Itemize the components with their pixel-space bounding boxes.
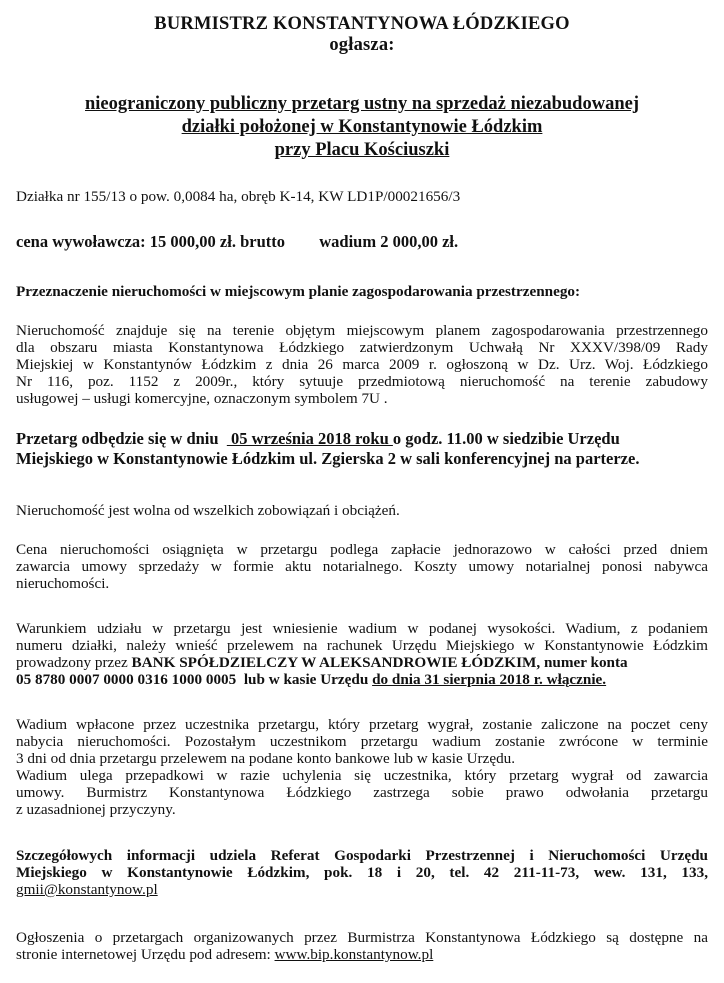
deposit-amount: wadium 2 000,00 zł. bbox=[319, 232, 459, 251]
contact-line: Miejskiego w Konstantynowie Łódzkim, pok. 18 i 20, tel. 42 211-11-73, wew. 131, 133, bbox=[16, 864, 708, 881]
payment-line: nieruchomości. bbox=[16, 575, 110, 592]
payment-line: zawarcia umowy sprzedaży w formie aktu notarialnego. Koszty umowy notarialnej ponosi nabywca bbox=[16, 558, 708, 575]
contact-line: Szczegółowych informacji udziela Referat Gospodarki Przestrzennej i Nieruchomości Urzędu bbox=[16, 847, 708, 864]
subject-line-1: nieograniczony publiczny przetarg ustny na sprzedaż niezabudowanej bbox=[85, 94, 639, 114]
deposit-deadline: do dnia 31 sierpnia 2018 r. włącznie. bbox=[372, 671, 607, 688]
zoning-line: Nieruchomość znajduje się na terenie objętym miejscowym planem zagospodarowania przestrzennego bbox=[16, 322, 708, 339]
auction-line-2: Miejskiego w Konstantynowie Łódzkim ul. Zgierska 2 w sali konferencyjnej na parterze. bbox=[16, 449, 640, 468]
deposit-return-line: umowy. Burmistrz Konstantynowa Łódzkiego zastrzega sobie prawo odwołania przetargu bbox=[16, 784, 708, 801]
footer-line bbox=[16, 946, 708, 963]
auction-time-place: o godz. 11.00 w siedzibie Urzędu bbox=[392, 429, 620, 448]
announcement-authority: BURMISTRZ KONSTANTYNOWA ŁÓDZKIEGO bbox=[154, 14, 570, 34]
deposit-terms-prefix: prowadzony przez bbox=[16, 654, 132, 671]
announcement-verb: ogłasza: bbox=[329, 35, 395, 55]
price-line bbox=[16, 232, 708, 252]
subject-line-2: działki położonej w Konstantynowie Łódzkim bbox=[181, 117, 543, 137]
bank-name: BANK SPÓŁDZIELCZY W ALEKSANDROWIE ŁÓDZKIM, numer konta bbox=[131, 654, 628, 671]
zoning-heading: Przeznaczenie nieruchomości w miejscowym planie zagospodarowania przestrzennego: bbox=[16, 283, 581, 300]
deposit-terms-line bbox=[16, 654, 708, 671]
website-link[interactable]: www.bip.konstantynow.pl bbox=[274, 946, 434, 963]
bank-account: 05 8780 0007 0000 0316 1000 0005 lub w kasie Urzędu bbox=[16, 671, 373, 688]
encumbrance-statement: Nieruchomość jest wolna od wszelkich zobowiązań i obciążeń. bbox=[16, 502, 400, 519]
deposit-return-line: 3 dni od dnia przetargu przelewem na podane konto bankowe lub w kasie Urzędu. bbox=[16, 750, 516, 767]
zoning-line: Miejskiej w Konstantynów Łódzkim z dnia 26 marca 2009 r. ogłoszoną w Dz. Urz. Woj. Łódzkiego bbox=[16, 356, 708, 373]
subject-line-3: przy Placu Kościuszki bbox=[274, 140, 450, 160]
payment-line: Cena nieruchomości osiągnięta w przetargu podlega zapłacie jednorazowo w całości przed dniem bbox=[16, 541, 708, 558]
auction-prefix: Przetarg odbędzie się w dniu bbox=[16, 429, 227, 448]
zoning-line: usługowej – usługi komercyjne, oznaczonym symbolem 7U . bbox=[16, 390, 388, 407]
contact-line bbox=[16, 881, 708, 898]
footer-prefix: stronie internetowej Urzędu pod adresem: bbox=[16, 946, 275, 963]
contact-email-link[interactable]: gmii@konstantynow.pl bbox=[16, 881, 158, 898]
plot-details: Działka nr 155/13 o pow. 0,0084 ha, obręb K-14, KW LD1P/00021656/3 bbox=[16, 188, 461, 205]
auction-date: 05 września 2018 roku bbox=[226, 429, 393, 448]
deposit-return-line: Wadium ulega przepadkowi w razie uchylenia się uczestnika, który przetarg wygrał od zawarcia bbox=[16, 767, 708, 784]
zoning-line: dla obszaru miasta Konstantynowa Łódzkiego zatwierdzonym Uchwałą Nr XXXV/398/09 Rady bbox=[16, 339, 708, 356]
starting-price: cena wywoławcza: 15 000,00 zł. brutto bbox=[16, 232, 285, 251]
deposit-return-line: nabycia nieruchomości. Pozostałym uczestnikom przetargu wadium zostanie zwrócone w terminie bbox=[16, 733, 708, 750]
deposit-terms-line: numeru działki, należy wnieść przelewem na rachunek Urzędu Miejskiego w Konstantynowie Łódzkim bbox=[16, 637, 708, 654]
auction-line-1 bbox=[16, 429, 708, 449]
zoning-line: Nr 116, poz. 1152 z 2009r., który sytuuje przedmiotową nieruchomość na terenie zabudowy bbox=[16, 373, 708, 390]
footer-line: Ogłoszenia o przetargach organizowanych przez Burmistrza Konstantynowa Łódzkiego są dostępne na bbox=[16, 929, 708, 946]
deposit-terms-line bbox=[16, 671, 708, 688]
deposit-return-line: z uzasadnionej przyczyny. bbox=[16, 801, 176, 818]
deposit-return-line: Wadium wpłacone przez uczestnika przetargu, który przetarg wygrał, zostanie zaliczone na poczet ceny bbox=[16, 716, 708, 733]
deposit-terms-line: Warunkiem udziału w przetargu jest wniesienie wadium w podanej wysokości. Wadium, z podaniem bbox=[16, 620, 708, 637]
